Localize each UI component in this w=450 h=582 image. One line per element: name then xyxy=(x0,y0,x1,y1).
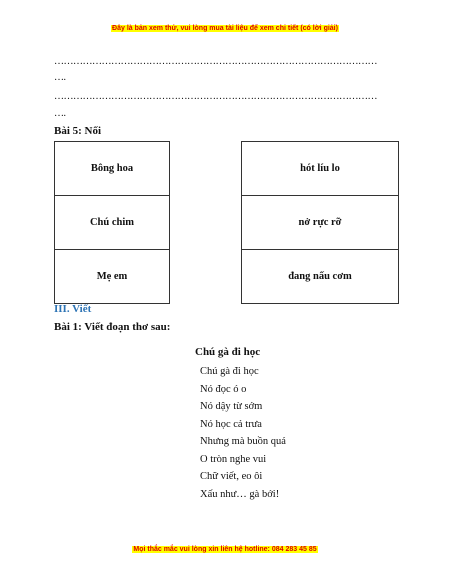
match-right-item[interactable]: hót líu lo xyxy=(242,142,398,196)
poem-line: Nó đọc ó o xyxy=(200,383,247,395)
match-left-column xyxy=(54,141,170,304)
header-notice xyxy=(0,25,450,32)
exercise1-heading: Bài 1: Viết đoạn thơ sau: xyxy=(54,321,171,333)
footer-notice-text: Mọi thắc mắc vui lòng xin liên hệ hotline: 084 283 45 85 xyxy=(133,546,317,553)
header-notice-text: Đây là bản xem thử, vui lòng mua tài liệu để xem chi tiết (có lời giải) xyxy=(112,25,338,32)
poem-line: Nó học cả trưa xyxy=(200,418,262,430)
poem-line: Xấu như… gà bới! xyxy=(200,488,280,500)
poem-line: O tròn nghe vui xyxy=(200,453,267,465)
poem-line: Nó dậy từ sớm xyxy=(200,401,263,412)
answer-line-2: …. xyxy=(54,72,66,83)
match-right-item[interactable]: nở rực rỡ xyxy=(242,196,398,250)
poem-line: Chữ viết, eo ôi xyxy=(200,471,263,482)
match-left-item[interactable]: Bông hoa xyxy=(55,142,169,196)
match-right-column xyxy=(241,141,399,304)
footer-notice xyxy=(0,546,450,553)
answer-line-1: ………………………………………………………………………………………… xyxy=(54,56,377,67)
answer-line-3: ………………………………………………………………………………………… xyxy=(54,91,377,102)
poem xyxy=(200,363,286,503)
poem-title: Chú gà đi học xyxy=(195,346,261,358)
exercise5-heading: Bài 5: Nối xyxy=(54,125,102,137)
match-left-item[interactable]: Chú chim xyxy=(55,196,169,250)
poem-line: Chú gà đi học xyxy=(200,366,259,377)
section-writing-heading: III. Viết xyxy=(54,303,92,315)
match-right-item[interactable]: đang nấu cơm xyxy=(288,271,352,282)
match-left-item[interactable]: Mẹ em xyxy=(96,271,128,282)
answer-line-4: …. xyxy=(54,108,66,119)
poem-line: Nhưng mà buồn quá xyxy=(200,436,286,447)
